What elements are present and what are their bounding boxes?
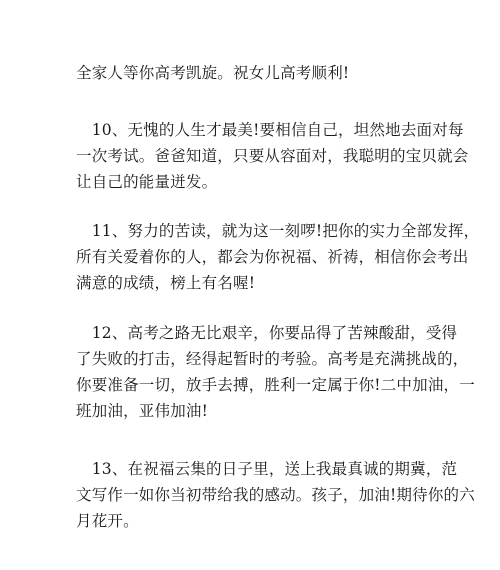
text-line: 月花开。	[76, 512, 139, 530]
text-line: 文写作一如你当初带给我的感动。孩子，加油!期待你的六	[76, 486, 475, 504]
text-line: 满意的成绩，榜上有名喔!	[76, 274, 256, 292]
text-line: 13、在祝福云集的日子里，送上我最真诚的期冀，范	[76, 460, 458, 478]
next-line-cut-off	[110, 556, 410, 570]
text-line: 全家人等你高考凯旋。祝女儿高考顺利!	[76, 64, 350, 82]
text-line: 一次考试。爸爸知道，只要从容面对，我聪明的宝贝就会	[76, 147, 469, 165]
text-line: 10、无愧的人生才最美!要相信自己，坦然地去面对每	[76, 121, 464, 139]
text-line: 11、努力的苦读，就为这一刻啰!把你的实力全部发挥，	[76, 222, 480, 240]
text-line: 班加油，亚伟加油!	[76, 402, 209, 420]
text-line: 让自己的能量迸发。	[76, 173, 218, 191]
text-line: 了失败的打击，经得起暂时的考验。高考是充满挑战的，	[76, 350, 469, 368]
paragraph-item-10	[76, 117, 469, 195]
paragraph-item-13	[76, 456, 475, 534]
text-line: 12、高考之路无比艰辛，你要品得了苦辣酸甜，受得	[76, 324, 458, 342]
paragraph-closing-line	[76, 60, 456, 86]
paragraph-item-12	[76, 320, 475, 424]
text-line: 你要准备一切，放手去搏，胜利一定属于你!二中加油，一	[76, 376, 475, 394]
paragraph-item-11	[76, 218, 480, 296]
text-line: 所有关爱着你的人，都会为你祝福、祈祷，相信你会考出	[76, 248, 469, 266]
